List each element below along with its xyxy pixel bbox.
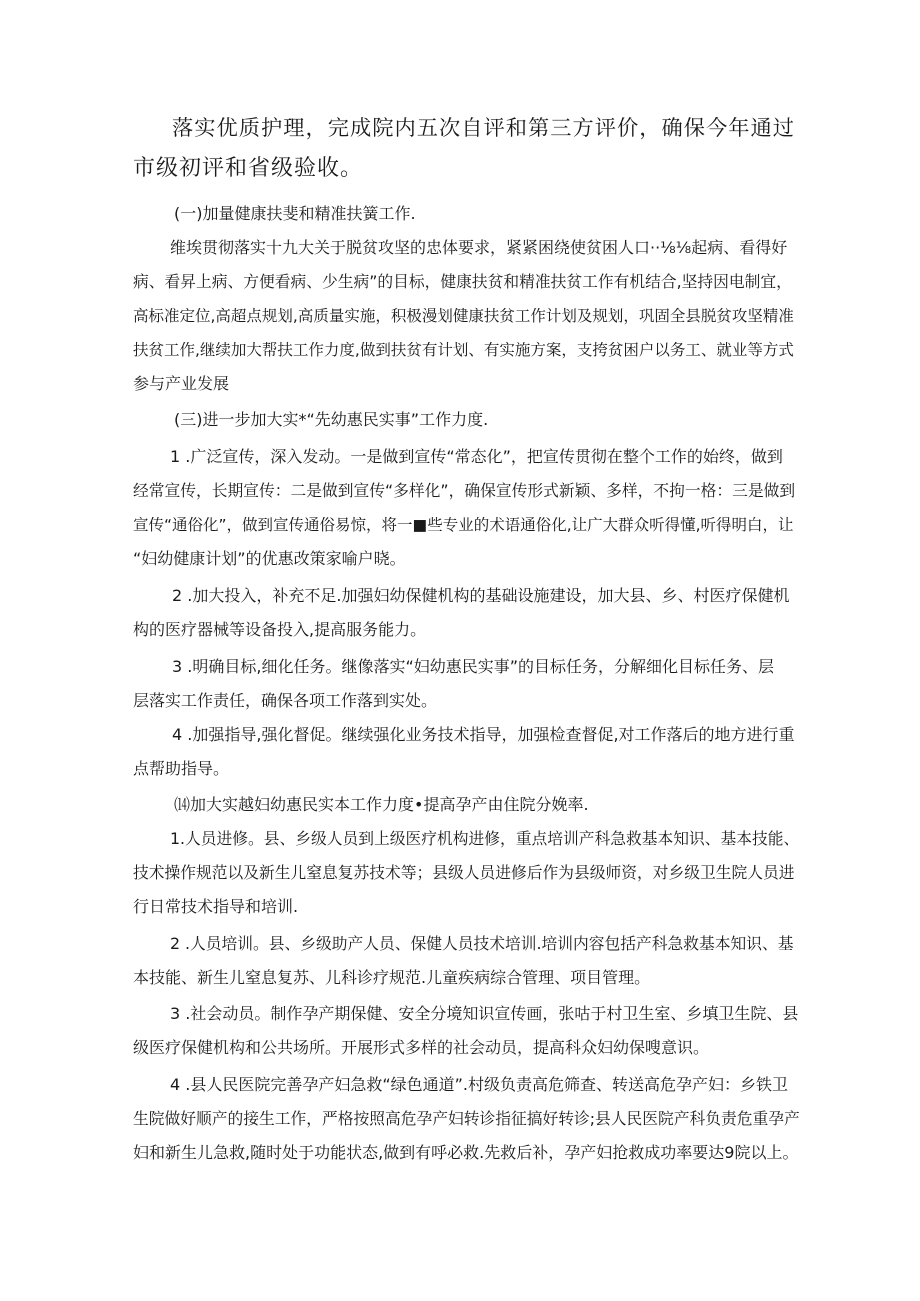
section-four-item-2-line: 本技能、新生儿窒息复苏、儿科诊疗规范.儿童疾病综合管理、项目管理。 [133, 968, 651, 987]
section-three-item-2-line: 构的医疗器械等设备投入,提高服务能力。 [133, 620, 427, 639]
section-three-item-4-line: 点帮助指导。 [133, 759, 230, 778]
section-three-item-4-line: 4 .加强指导,强化督促。继续强化业务技术指导，加强检查督促,对工作落后的地方进行重 [172, 725, 795, 744]
section-four-item-4-line: 4 .县人民医院完善孕产妇急救“绿色通道”.村级负责高危筛查、转送高危孕产妇：乡铁卫 [170, 1075, 789, 1094]
section-four-item-4-line: 生院做好顺产的接生工作，严格按照高危孕产妇转诊指征搞好转诊;县人民医院产科负责危重孕产 [133, 1109, 800, 1128]
section-one-line: 参与产业发展 [133, 374, 230, 393]
section-three-item-3-line: 3 .明确目标,细化任务。继像落实“妇幼惠民实事”的目标任务，分解细化目标任务、层 [172, 657, 775, 676]
section-one-heading: (一)加量健康扶斐和精准扶簧工作. [174, 204, 416, 223]
section-one-line: 维埃贯彻落实十九大关于脱贫攻坚的忠体要求，紧紧困绕使贫困人口··⅛⅛起病、看得好 [170, 238, 788, 257]
section-three-item-2-line: 2 .加大投入，补充不足.加强妇幼保健机构的基础设施建设，加大县、乡、村医疗保健机 [172, 586, 790, 605]
section-four-item-3-line: 3 .社会动员。制作孕产期保健、安全分境知识宣传画，张咕于村卫生室、乡填卫生院、县 [170, 1004, 799, 1023]
section-three-item-1-line: 宣传“通俗化”，做到宣传通俗易惊，将一■些专业的术语通俗化,让广大群众听得懂,听得明白，让 [133, 516, 794, 534]
section-four-item-1-line: 技术操作规范以及新生儿窒息复苏技术等；县级人员进修后作为县级师资，对乡级卫生院人员进 [133, 863, 795, 882]
section-four-item-4-line: 妇和新生儿急救,随时处于功能状态,做到有呼必救.先救后补，孕产妇抢救成功率要达9院以上。 [133, 1143, 799, 1162]
section-one-line: 病、看昇上病、方便看病、少生病”的目标，健康扶贫和精准扶贫工作有机结合,坚持因电制宜， [133, 272, 792, 291]
section-three-item-1-line: 经常宣传，长期宣传：二是做到宣传“多样化”，确保宣传形式新颖、多样，不拘一格：三是做到 [133, 481, 796, 500]
section-four-item-2-line: 2 .人员培训。县、乡级助产人员、保健人员技术培训.培训内容包括产科急救基本知识、基 [170, 934, 794, 953]
section-one-line: 高标准定位,高超点规划,高质量实施，积极漫划健康扶贫工作计划及规划，巩固全县脱贫攻坚精准 [133, 307, 794, 325]
section-three-heading: (三)进一步加大实*“先幼惠民实事”工作力度. [174, 410, 489, 429]
intro-line-1: 落实优质护理，完成院内五次自评和第三方评价，确保今年通过 [172, 116, 796, 141]
section-three-item-1-line: 1 .广泛宣传，深入发动。一是做到宣传“常态化”，把宣传贯彻在整个工作的始终，做到 [170, 447, 783, 466]
section-four-item-1-line: 行日常技术指导和培训. [133, 897, 299, 916]
section-four-heading: ⒁加大实越妇幼惠民实本工作力度•提高孕产由住院分娩率. [174, 795, 589, 814]
section-one-line: 扶贫工作,继续加大帮扶工作力度,做到扶贫有计划、有实施方案，支挎贫困户以务工、就业等方式 [133, 341, 794, 359]
section-four-item-3-line: 级医疗保健机构和公共场所。开展形式多样的社会动员，提高科众妇幼保嗖意识。 [133, 1038, 710, 1057]
section-four-item-1-line: 1.人员进修。县、乡级人员到上级医疗机构进修，重点培训产科急救基本知识、基本技能、 [170, 829, 800, 848]
section-three-item-1-line: “妇幼健康计划”的优惠改策家喻户晓。 [133, 549, 406, 568]
section-three-item-3-line: 层落实工作责任，确保各项工作落到实处。 [133, 691, 438, 710]
intro-line-2: 市级初评和省级验收。 [133, 156, 364, 181]
